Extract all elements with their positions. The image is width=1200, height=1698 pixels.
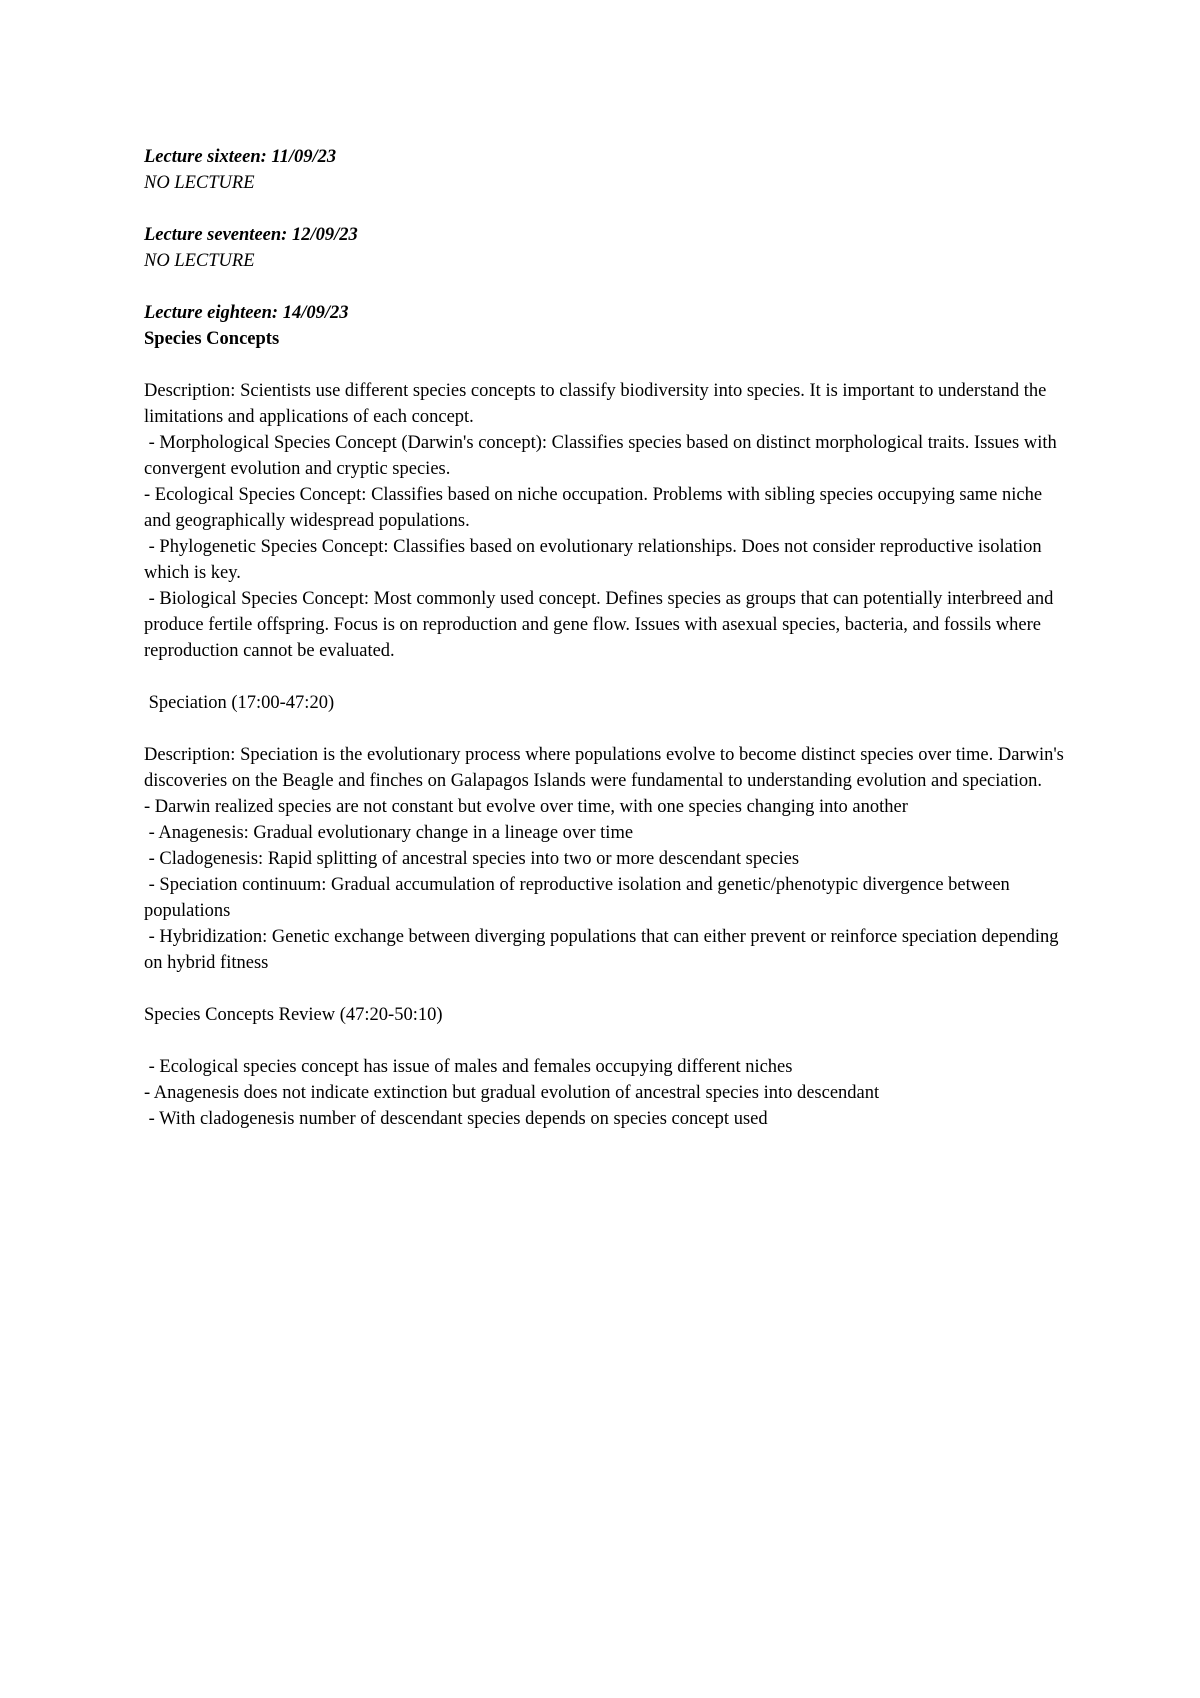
bullet-biological: - Biological Species Concept: Most commonly used concept. Defines species as groups that can potentially interbreed and produce fertile offspring. Focus is on reproduction and gene flow. Issues with asexual species, bacteria, and fossils where reproduction cannot be evaluated. bbox=[144, 589, 1058, 661]
bullet-phylogenetic: - Phylogenetic Species Concept: Classifies based on evolutionary relationships. Does not consider reproductive isolation which is key. bbox=[144, 537, 1047, 583]
bullet-hybridization: - Hybridization: Genetic exchange between diverging populations that can either prevent or reinforce speciation depending on hybrid fitness bbox=[144, 927, 1064, 973]
spacer bbox=[144, 196, 1064, 222]
review-bullet-cladogenesis: - With cladogenesis number of descendant species depends on species concept used bbox=[144, 1109, 768, 1129]
bullet-cladogenesis: - Cladogenesis: Rapid splitting of ancestral species into two or more descendant species bbox=[144, 849, 800, 869]
review-heading: Species Concepts Review (47:20-50:10) bbox=[144, 1005, 443, 1025]
lecture-16-note: NO LECTURE bbox=[144, 173, 255, 193]
bullet-morphological: - Morphological Species Concept (Darwin's concept): Classifies species based on distinct morphological traits. Issues with convergent evolution and cryptic species. bbox=[144, 433, 1062, 479]
bullet-darwin: - Darwin realized species are not constant but evolve over time, with one species changing into another bbox=[144, 797, 908, 817]
spacer bbox=[144, 1028, 1064, 1054]
spacer bbox=[144, 976, 1064, 1002]
bullet-speciation-continuum: - Speciation continuum: Gradual accumulation of reproductive isolation and genetic/phenotypic divergence between populations bbox=[144, 875, 1015, 921]
bullet-anagenesis: - Anagenesis: Gradual evolutionary change in a lineage over time bbox=[144, 823, 634, 843]
lecture-16-title: Lecture sixteen: 11/09/23 bbox=[144, 147, 337, 167]
lecture-18-title: Lecture eighteen: 14/09/23 bbox=[144, 303, 349, 323]
spacer bbox=[144, 716, 1064, 742]
speciation-description: Description: Speciation is the evolutionary process where populations evolve to become distinct species over time. Darwin's discoveries on the Beagle and finches on Galapagos Islands were fundamental to understanding evolution and speciation. bbox=[144, 745, 1069, 791]
spacer bbox=[144, 274, 1064, 300]
spacer bbox=[144, 352, 1064, 378]
document-page bbox=[144, 144, 1069, 1132]
bullet-ecological: - Ecological Species Concept: Classifies based on niche occupation. Problems with sibling species occupying same niche and geographically widespread populations. bbox=[144, 485, 1047, 531]
lecture-17-note: NO LECTURE bbox=[144, 251, 255, 271]
review-bullet-ecological: - Ecological species concept has issue of males and females occupying different niches bbox=[144, 1057, 793, 1077]
lecture-17-title: Lecture seventeen: 12/09/23 bbox=[144, 225, 358, 245]
species-concepts-description: Description: Scientists use different species concepts to classify biodiversity into species. It is important to understand the limitations and applications of each concept. bbox=[144, 381, 1051, 427]
review-bullet-anagenesis: - Anagenesis does not indicate extinction but gradual evolution of ancestral species into descendant bbox=[144, 1083, 880, 1103]
spacer bbox=[144, 664, 1064, 690]
speciation-heading: Speciation (17:00-47:20) bbox=[144, 693, 335, 713]
lecture-18-subtitle: Species Concepts bbox=[144, 329, 280, 349]
